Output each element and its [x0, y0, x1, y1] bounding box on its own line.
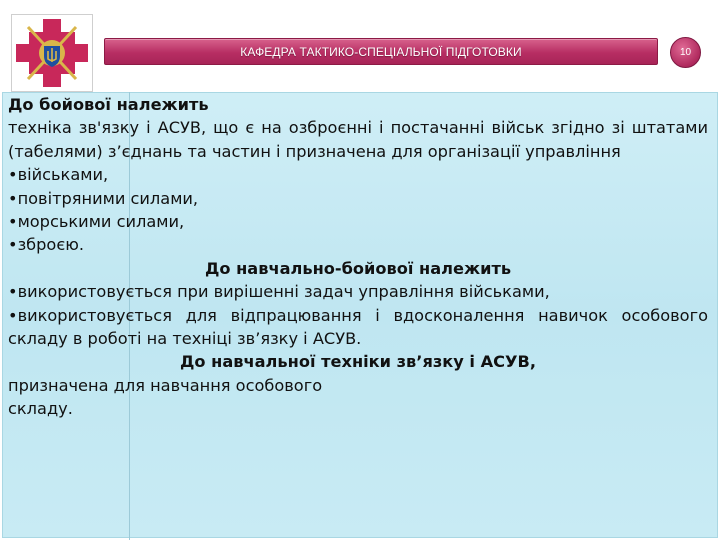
paragraph-training-line-1: призначена для навчання особового — [8, 375, 323, 395]
paragraph-combat: техніка зв'язку і АСУВ, що є на озброєнні і постачанні військ згідно зі штатами (табелями) з’єднань та частин і призначена для організації управління — [8, 118, 708, 161]
header-title: КАФЕДРА ТАКТИКО-СПЕЦІАЛЬНОЇ ПІДГОТОВКИ — [240, 44, 522, 59]
heading-combat: До бойової належить — [8, 95, 209, 114]
army-emblem-icon — [11, 14, 93, 92]
list-item: • військами, — [8, 163, 708, 186]
list-item: • використовується для відпрацювання і вдосконалення навичок особового складу в роботі на техніці зв’язку і АСУВ. — [8, 304, 708, 351]
heading-training-combat: До навчально-бойової належить — [204, 258, 512, 278]
page-number: 10 — [679, 47, 692, 58]
list-item: • зброєю. — [8, 233, 708, 256]
page-number-badge — [670, 37, 701, 68]
heading-training: До навчальної техніки зв’язку і АСУВ, — [180, 352, 536, 372]
header-banner — [104, 38, 658, 65]
list-item: • використовується при вирішенні задач управління військами, — [8, 280, 708, 303]
list-item: • повітряними силами, — [8, 187, 708, 210]
slide-text — [8, 93, 708, 421]
list-item: • морськими силами, — [8, 210, 708, 233]
paragraph-training-line-2: складу. — [8, 399, 73, 419]
